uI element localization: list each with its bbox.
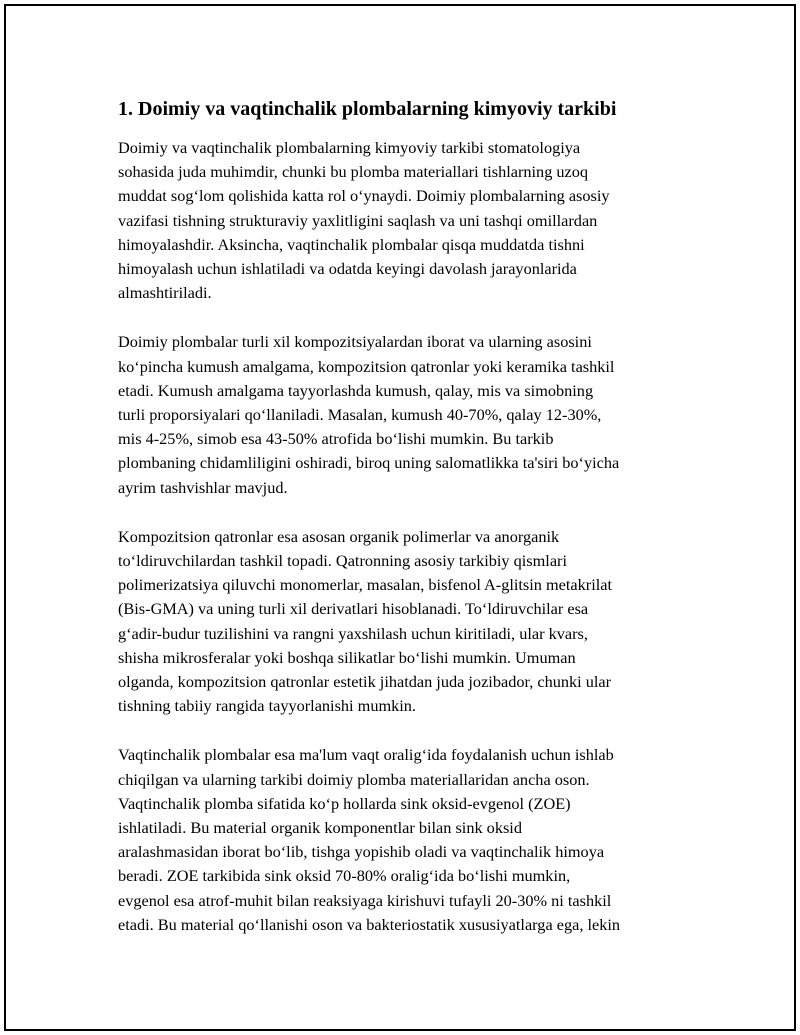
text-line: plombaning chidamliligini oshiradi, biroq uning salomatlikka ta'siri bo‘yicha (118, 453, 620, 473)
paragraph (118, 136, 693, 305)
text-line: etadi. Kumush amalgama tayyorlashda kumush, qalay, mis va simobning (118, 380, 594, 400)
text-line: turli proporsiyalari qo‘llaniladi. Masalan, kumush 40-70%, qalay 12-30%, (118, 405, 602, 425)
text-line: evgenol esa atrof-muhit bilan reaksiyaga kirishuvi tufayli 20-30% ni tashkil (118, 890, 612, 910)
text-line: chiqilgan va ularning tarkibi doimiy plomba materiallaridan ancha oson. (118, 769, 590, 789)
text-line: Doimiy plombalar turli xil kompozitsiyalardan iborat va ularning asosini (118, 332, 592, 352)
text-line: tishning tabiiy rangida tayyorlanishi mumkin. (118, 696, 416, 716)
text-line: shisha mikrosferalar yoki boshqa silikatlar bo‘lishi mumkin. Umuman (118, 647, 576, 667)
paragraph (118, 330, 693, 499)
text-line: (Bis-GMA) va uning turli xil derivatlari hisoblanadi. To‘ldiruvchilar esa (118, 599, 589, 619)
text-line: ko‘pincha kumush amalgama, kompozitsion qatronlar yoki keramika tashkil (118, 356, 615, 376)
text-line: Kompozitsion qatronlar esa asosan organik polimerlar va anorganik (118, 526, 560, 546)
text-line: Vaqtinchalik plombalar esa ma'lum vaqt oralig‘ida foydalanish uchun ishlab (118, 745, 614, 765)
document-body (118, 95, 693, 962)
text-line: Doimiy va vaqtinchalik plombalarning kimyoviy tarkibi stomatologiya (118, 138, 581, 157)
text-line: g‘adir-budur tuzilishini va rangni yaxshilash uchun kiritiladi, ular kvars, (118, 623, 588, 643)
text-line: olganda, kompozitsion qatronlar estetik jihatdan juda jozibador, chunki ular (118, 672, 612, 692)
text-line: polimerizatsiya qiluvchi monomerlar, masalan, bisfenol A-glitsin metakrilat (118, 575, 612, 595)
text-line: vazifasi tishning strukturaviy yaxlitligini saqlash va uni tashqi omillardan (118, 210, 598, 230)
paragraph-list (118, 136, 693, 937)
document-page (4, 4, 796, 1031)
text-line: etadi. Bu material qo‘llanishi oson va bakteriostatik xususiyatlarga ega, lekin (118, 914, 621, 934)
text-line: beradi. ZOE tarkibida sink oksid 70-80% oralig‘ida bo‘lishi mumkin, (118, 866, 571, 886)
text-line: almashtiriladi. (118, 283, 212, 303)
text-line: aralashmasidan iborat bo‘lib, tishga yopishib oladi va vaqtinchalik himoya (118, 842, 605, 862)
paragraph (118, 743, 693, 937)
text-line: muddat sog‘lom qolishida katta rol o‘ynaydi. Doimiy plombalarning asosiy (118, 186, 610, 206)
text-line: ishlatiladi. Bu material organik komponentlar bilan sink oksid (118, 818, 522, 838)
paragraph (118, 525, 693, 719)
text-line: himoyalashdir. Aksincha, vaqtinchalik plombalar qisqa muddatda tishni (118, 234, 585, 254)
section-heading: 1. Doimiy va vaqtinchalik plombalarning kimyoviy tarkibi (118, 98, 617, 120)
text-line: to‘ldiruvchilardan tashkil topadi. Qatronning asosiy tarkibiy qismlari (118, 551, 568, 571)
text-line: himoyalash uchun ishlatiladi va odatda keyingi davolash jarayonlarida (118, 259, 577, 279)
text-line: Vaqtinchalik plomba sifatida ko‘p hollarda sink oksid-evgenol (ZOE) (118, 793, 571, 813)
text-line: sohasida juda muhimdir, chunki bu plomba materiallari tishlarning uzoq (118, 162, 589, 182)
text-line: ayrim tashvishlar mavjud. (118, 477, 288, 497)
text-line: mis 4-25%, simob esa 43-50% atrofida bo‘lishi mumkin. Bu tarkib (118, 429, 554, 449)
